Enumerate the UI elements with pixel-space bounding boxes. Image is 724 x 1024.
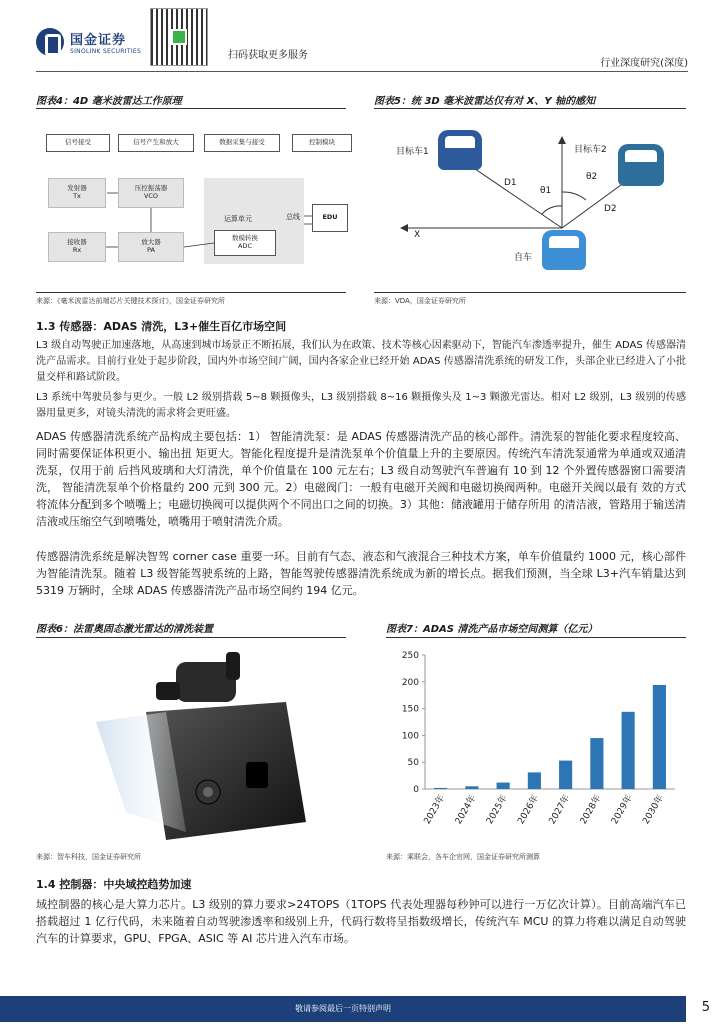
qr-caption: 扫码获取更多服务 — [228, 50, 308, 61]
fig4-rx-box: 接收器 Rx — [48, 232, 106, 262]
x-tick-label: 2024年 — [453, 793, 479, 827]
bar-2028年 — [590, 738, 603, 789]
section-1-4-paragraph-1: 域控制器的核心是大算力芯片。L3 级别的算力要求>24TOPS（1TOPS 代表处理器每秒钟可以进行一万亿次计算）。目前高端汽车已搭载超过 1 亿行代码，未来随着自动驾驶渗透率和级别上升，代码行数将呈指数级增长，传统汽车 MCU 的算力将难以满足自动驾驶汽车的计算要求，GPU、FPGA、ASIC 等 AI 芯片进入汽车市场。 — [36, 898, 686, 945]
x-tick-label: 2025年 — [485, 793, 510, 827]
bar-2029年 — [622, 712, 635, 789]
fig5-target1-label: 目标车1 — [396, 147, 429, 157]
fig5-title: 图表5：统 3D 毫米波雷达仅有对 X、Y 轴的感知 — [374, 96, 596, 107]
x-tick-label: 2027年 — [547, 793, 573, 827]
fig4-compute-label: 运算单元 — [224, 215, 252, 223]
fig7-title: 图表7：ADAS 清洗产品市场空间测算（亿元） — [386, 624, 598, 635]
fig6-source: 来源：智车科技，国金证券研究所 — [36, 853, 141, 861]
fig5-bottom-rule — [374, 292, 686, 293]
x-tick-label: 2030年 — [641, 793, 666, 827]
logo-mark-icon — [36, 28, 64, 56]
fig4-vco-box: 压控振荡器 VCO — [118, 178, 184, 208]
logo-chinese-name: 国金证券 — [70, 33, 127, 48]
fig7-bar-chart — [385, 645, 685, 845]
self-car-icon — [542, 230, 586, 270]
section-1-3-paragraph-4: 传感器清洗系统是解决智驾 corner case 重要一环。目前有气态、液态和气液混合三种技术方案，单车价值量约 1000 元，核心部件为智能清洗泵。随着 L3 级智能驾驶系统的上路，智能驾驶传感器清洗系统成为新的增长点。据我们预测，当全球 L3+汽车销量达到 5319 万辆时，全球 ADAS 传感器清洗产品市场空间约 194 亿元。 — [36, 550, 686, 597]
fig4-pa-box: 放大器 PA — [118, 232, 184, 262]
target-car-2-icon — [618, 144, 664, 186]
y-tick-label: 100 — [401, 731, 419, 742]
y-tick-label: 50 — [407, 758, 419, 769]
section-1-4-heading: 1.4 控制器：中央域控趋势加速 — [36, 878, 192, 891]
y-tick-label: 0 — [413, 785, 419, 795]
footer-disclaimer: 敬请参阅最后一页特别声明 — [295, 1004, 391, 1013]
fig4-tx-box: 发射器 Tx — [48, 178, 106, 208]
fig4-title: 图表4：4D 毫米波雷达工作原理 — [36, 96, 182, 107]
logo-english-name: SINOLINK SECURITIES — [70, 48, 142, 55]
fig4-label-acquire: 数据采集与接受 — [204, 134, 280, 152]
bar-2023年 — [434, 788, 447, 789]
page-header — [0, 0, 724, 72]
fig4-bottom-rule — [36, 292, 346, 293]
bar-2025年 — [497, 783, 510, 789]
qr-code-icon[interactable] — [150, 8, 208, 66]
bar-2027年 — [559, 761, 572, 789]
y-tick-label: 200 — [401, 677, 419, 688]
fig5-theta1-label: θ1 — [540, 186, 552, 196]
section-1-3-paragraph-2: L3 系统中驾驶员参与更少。一般 L2 级别搭载 5~8 颗摄像头，L3 级别搭载 8~16 颗摄像头及 1~3 颗激光雷达。相对 L2 级别，L3 级别的传感器用量更多，对镜头清洗的需求将会更旺盛。 — [36, 392, 686, 419]
fig5-diagram — [374, 112, 686, 290]
fig4-source: 来源：《毫米波雷达前端芯片关键技术探讨》，国金证券研究所 — [36, 297, 225, 305]
fig4-rule — [36, 108, 346, 109]
company-logo — [36, 28, 141, 56]
fig5-d2-label: D2 — [604, 204, 617, 214]
section-1-3-paragraph-3: ADAS 传感器清洗系统产品构成主要包括：1） 智能清洗泵：是 ADAS 传感器清洗产品的核心部件。清洗泵的智能化要求程度较高、同时需要保证体积更小、输出扭 矩更大。智能化程度提升是清洗泵单个价值量上升的主要原因。传统汽车清洗泵通常为单通或双通清洗泵，仅用于前 后挡风玻璃和大灯清洗，单个价值量在 100 元左右；L3 级自动驾驶汽车普遍有 10 到 12 个外置传感器窗口需要清洗， 智能清洗泵单个价格量约 200 元到 300 元。2）电磁阀门：一般有电磁开关阀和电磁切换阀两种。电磁开关阀以最有 效的方式将流体分配到多个喷嘴上；电磁切换阀可以提供两个不同出口之间的切换。3）其他：储液罐用于储存所用 的清洁液，管路用于输送清洁液或压缩空气到喷嘴处，喷嘴用于喷射清洗介质。 — [36, 430, 686, 528]
y-tick-label: 150 — [401, 704, 419, 715]
fig4-label-receive: 信号接受 — [46, 134, 110, 152]
fig6-rule — [36, 637, 346, 638]
lidar-cleaning-device-illustration — [36, 642, 346, 846]
fig4-ecu-box: EDU — [312, 204, 348, 232]
x-tick-label: 2026年 — [516, 793, 541, 827]
fig4-label-generate: 信号产生和放大 — [118, 134, 194, 152]
fig4-diagram — [36, 112, 356, 292]
bar-2024年 — [465, 786, 478, 789]
fig5-rule — [374, 108, 686, 109]
fig4-label-control: 控制模块 — [292, 134, 352, 152]
fig4-bus-label: 总线 — [286, 213, 300, 221]
section-1-3-heading: 1.3 传感器：ADAS 清洗，L3+催生百亿市场空间 — [36, 320, 287, 333]
header-divider — [36, 71, 688, 72]
fig5-geometry — [374, 112, 686, 290]
fig7-rule — [386, 637, 686, 638]
x-tick-label: 2029年 — [610, 793, 635, 827]
page-number: 5 — [701, 1000, 710, 1015]
bar-2026年 — [528, 772, 541, 789]
x-tick-label: 2023年 — [422, 793, 448, 827]
fig4-arrows — [36, 112, 356, 292]
fig5-theta2-label: θ2 — [586, 172, 598, 182]
fig5-target2-label: 目标车2 — [574, 145, 607, 155]
fig5-x-label: X — [414, 230, 421, 240]
fig4-adc-box: 数模转换 ADC — [214, 230, 276, 256]
y-tick-label: 250 — [401, 651, 419, 661]
report-type: 行业深度研究(深度) — [600, 58, 688, 69]
lidar-cleaning-device-image — [36, 642, 346, 846]
x-tick-label: 2028年 — [578, 793, 604, 827]
fig6-title: 图表6：法雷奥固态激光雷达的清洗装置 — [36, 624, 213, 635]
fig5-d1-label: D1 — [504, 178, 517, 188]
fig5-source: 来源：VDA，国金证券研究所 — [374, 297, 466, 305]
bar-2030年 — [653, 685, 666, 789]
fig5-self-label: 自车 — [514, 253, 533, 263]
fig7-source: 来源：乘联会，各车企官网，国金证券研究所测算 — [386, 853, 540, 861]
target-car-1-icon — [438, 130, 482, 170]
section-1-3-paragraph-1: L3 级自动驾驶正加速落地，从高速到城市场景正不断拓展，我们认为在政策、技术等核心因素驱动下，智能汽车渗透率提升，催生 ADAS 传感器清洗产品需求。目前行业处于起步阶段，国内外市场空间广阔，国内各家企业已经开始 ADAS 传感器清洗系统的研发工作，头部企业已经进入了小批量交样和路试阶段。 — [36, 340, 686, 383]
